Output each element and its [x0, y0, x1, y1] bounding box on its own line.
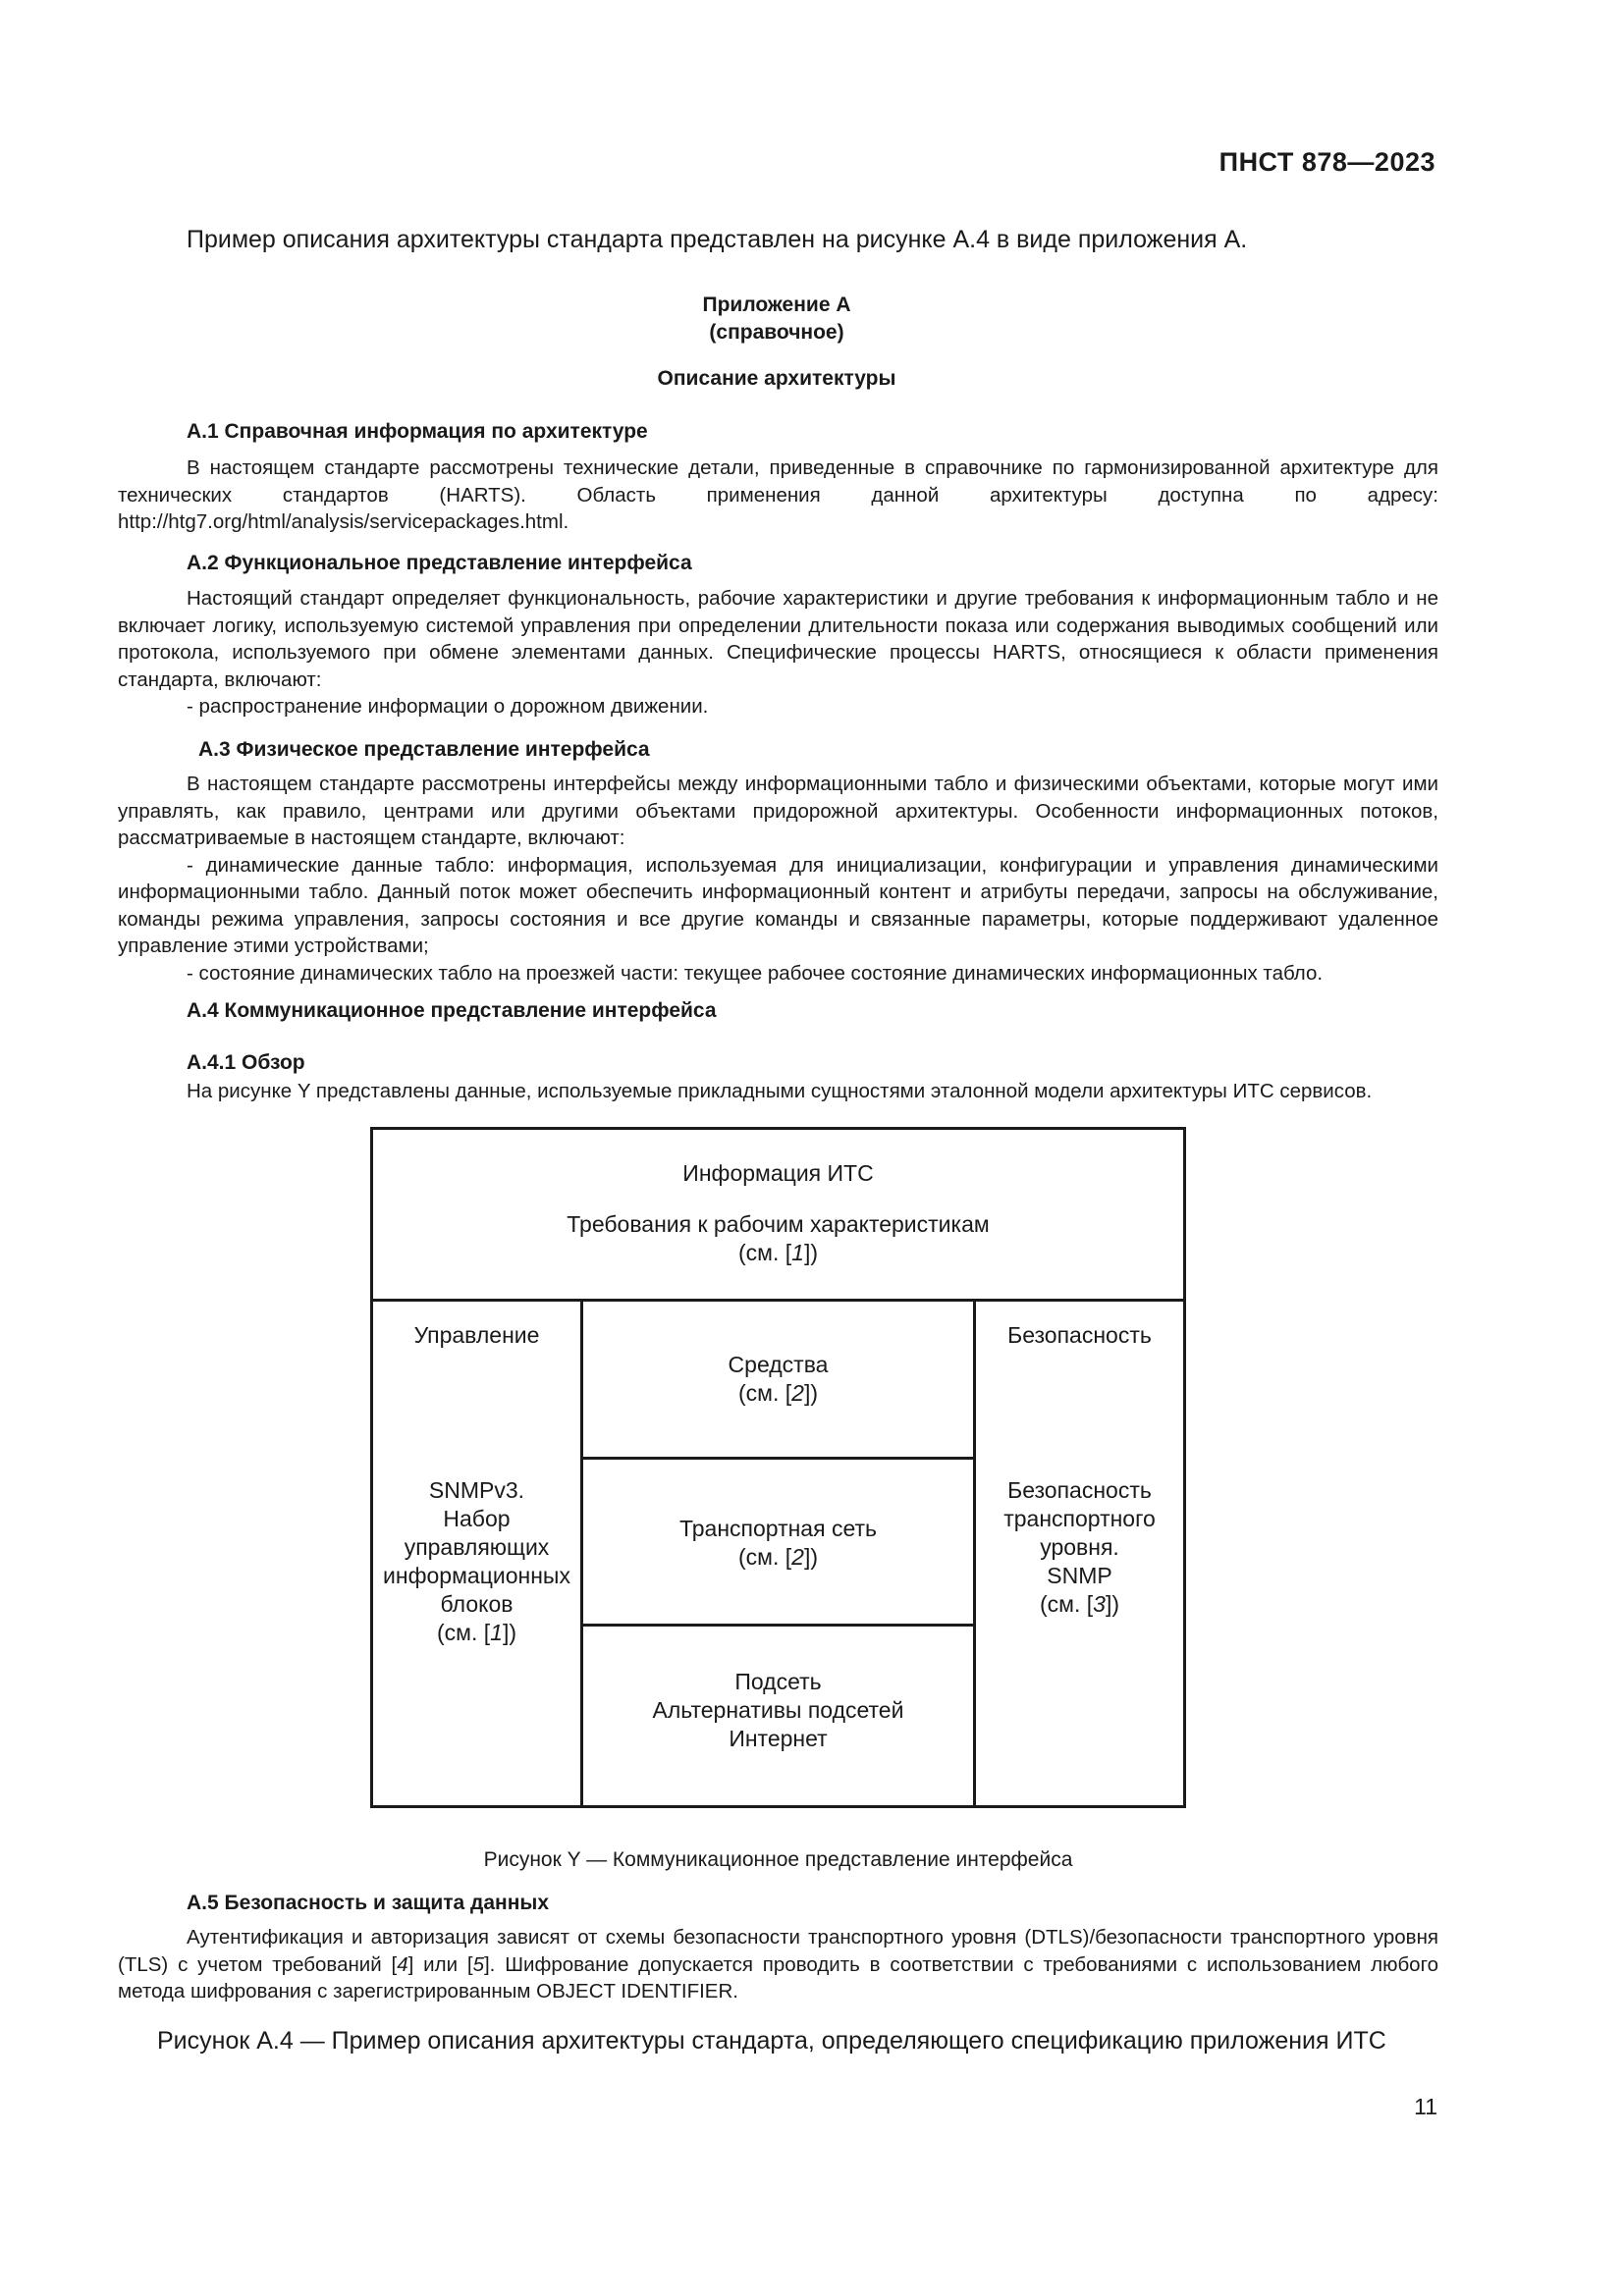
ref-open: (см. [ — [737, 1544, 792, 1570]
figure-y-caption: Рисунок Y — Коммуникационное представление интерфейса — [483, 1848, 1073, 1871]
figure-transport-ref — [583, 1543, 973, 1572]
figure-transport-title: Транспортная сеть — [679, 1516, 877, 1541]
ref-close: ]) — [502, 1620, 516, 1645]
section-a5-text-part-1: Аутентификация и авторизация зависят от схемы безопасности транспортного уровня (DTLS)/безопасности транспортного уровня (TLS) с учетом требований [ — [118, 1926, 1438, 1976]
ref-open: (см. [ — [1039, 1591, 1094, 1617]
ref-number: 1 — [791, 1240, 804, 1265]
figure-cell-its-info — [373, 1130, 1183, 1299]
section-a3-item-2: - состояние динамических табло на проезжей части: текущее рабочее состояние динамических информационных табло. — [187, 961, 1324, 985]
ref-number: 5 — [472, 1952, 484, 1976]
section-a5-text-part-3: ]. Шифрование допускается проводить в соответствии с требованиями с использованием любого метода шифрования с зарегистрированным OBJECT IDENTIFIER. — [118, 1952, 1439, 2002]
figure-subnet-line: Альтернативы подсетей — [652, 1697, 904, 1723]
figure-security-line: Безопасность — [1007, 1477, 1152, 1503]
figure-security-line: транспортного — [1003, 1506, 1156, 1531]
section-a5-text — [118, 1924, 1438, 2005]
section-a4-1-text: На рисунке Y представлены данные, используемые прикладными сущностями эталонной модели архитектуры ИТС сервисов. — [187, 1080, 1373, 1102]
ref-open: (см. [ — [436, 1620, 491, 1645]
figure-its-info-title: Информация ИТС — [682, 1160, 874, 1186]
figure-subnet-line: Подсеть — [734, 1669, 822, 1694]
ref-number: 2 — [791, 1544, 804, 1570]
figure-subnet-line: Интернет — [729, 1726, 828, 1751]
section-a2-body — [118, 585, 1438, 721]
ref-open: (см. [ — [737, 1240, 792, 1265]
section-a5-text-part-2: ] или [ — [407, 1952, 473, 1976]
figure-cell-transport — [583, 1460, 973, 1624]
appendix-subtitle: (справочное) — [709, 321, 844, 344]
section-a4-1-title: А.4.1 Обзор — [187, 1051, 305, 1074]
section-a1-text: В настоящем стандарте рассмотрены технические детали, приведенные в справочнике по гармонизированной архитектуре для технических стандартов (HARTS). Область применения данной архитектуры доступна по адресу: http://htg7.org/html/analysis/servicepackages.html. — [118, 456, 1438, 533]
section-a5-body — [118, 1924, 1438, 2005]
section-a3-item-1: - динамические данные табло: информация, используемая для инициализации, конфигурации и управления динамическими информационными табло. Данный поток может обеспечить информационный контент и атрибуты передачи, запросы на обслуживание, команды режима управления, запросы состояния и все другие команды и связанные параметры, которые поддерживают удаленное управление этими устройствами; — [118, 853, 1438, 957]
ref-close: ]) — [803, 1544, 818, 1570]
section-a3-body — [118, 771, 1438, 987]
figure-management-title: Управление — [413, 1322, 540, 1348]
figure-management-body — [373, 1476, 580, 1647]
figure-management-line: информационных — [383, 1563, 570, 1588]
figure-management-line: управляющих — [404, 1534, 550, 1560]
figure-cell-facilities — [583, 1302, 973, 1457]
figure-a4-caption: Рисунок А.4 — Пример описания архитектуры стандарта, определяющего спецификацию приложения ИТС — [157, 2027, 1386, 2055]
ref-number: 1 — [490, 1620, 503, 1645]
figure-management-line: блоков — [440, 1591, 514, 1617]
figure-cell-management — [373, 1302, 580, 1805]
ref-close: ]) — [803, 1240, 818, 1265]
section-a3-text: В настоящем стандарте рассмотрены интерфейсы между информационными табло и физическими объектами, которые могут ими управлять, как правило, центрами или другими объектами придорожной архитектуры. Особенности информационных потоков, рассматриваемые в настоящем стандарте, включают: — [118, 773, 1438, 849]
appendix-title: Приложение А — [702, 294, 851, 316]
figure-facilities-title: Средства — [728, 1352, 829, 1377]
figure-y-diagram — [370, 1127, 1186, 1808]
intro-text: Пример описания архитектуры стандарта представлен на рисунке А.4 в виде приложения А. — [187, 226, 1248, 253]
figure-management-line: SNMPv3. — [428, 1477, 525, 1503]
figure-its-info-requirements: Требования к рабочим характеристикам — [567, 1211, 990, 1237]
figure-security-line: уровня. — [1040, 1534, 1119, 1560]
page-number: 11 — [1414, 2094, 1437, 2119]
appendix-heading: Описание архитектуры — [657, 367, 896, 390]
figure-security-body — [976, 1476, 1183, 1619]
document-code: ПНСТ 878—2023 — [1218, 147, 1435, 177]
figure-its-info-ref — [373, 1239, 1183, 1267]
section-a2-title: А.2 Функциональное представление интерфейса — [187, 552, 692, 574]
section-a1-title: А.1 Справочная информация по архитектуре — [187, 420, 648, 443]
figure-facilities-ref — [583, 1379, 973, 1408]
figure-cell-subnet — [583, 1627, 973, 1805]
section-a3-title: А.3 Физическое представление интерфейса — [198, 738, 650, 761]
section-a1-body — [118, 454, 1438, 536]
figure-cell-security — [976, 1302, 1183, 1805]
ref-number: 3 — [1093, 1591, 1106, 1617]
ref-number: 2 — [791, 1380, 804, 1406]
figure-security-line: SNMP — [1047, 1563, 1112, 1588]
figure-subnet-body — [583, 1668, 973, 1753]
figure-management-line: Набор — [443, 1506, 511, 1531]
ref-open: (см. [ — [737, 1380, 792, 1406]
ref-close: ]) — [803, 1380, 818, 1406]
section-a2-item: - распространение информации о дорожном движении. — [187, 695, 709, 718]
section-a2-text: Настоящий стандарт определяет функциональность, рабочие характеристики и другие требования к информационным табло и не включает логику, используемую системой управления при определении длительности показа или содержания выводимых сообщений или протокола, используемого при обмене элементами данных. Специфические процессы HARTS, относящиеся к области применения стандарта, включают: — [118, 587, 1438, 691]
figure-security-ref — [976, 1590, 1183, 1619]
figure-management-ref — [373, 1619, 580, 1647]
section-a5-title: А.5 Безопасность и защита данных — [187, 1892, 550, 1914]
ref-close: ]) — [1105, 1591, 1119, 1617]
section-a4-title: А.4 Коммуникационное представление интерфейса — [187, 999, 717, 1022]
figure-security-title: Безопасность — [1007, 1322, 1152, 1348]
ref-number: 4 — [397, 1952, 408, 1976]
